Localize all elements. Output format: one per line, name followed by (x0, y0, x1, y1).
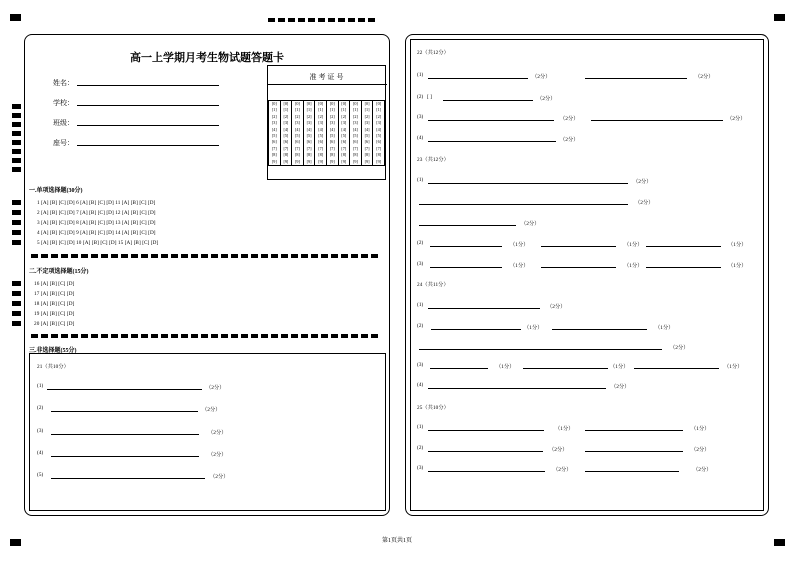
timing-mark (12, 113, 21, 118)
points-label: （2分） (560, 116, 579, 122)
exam-id-digit[interactable]: [7] (295, 145, 300, 151)
exam-id-digit[interactable]: [7] (364, 145, 370, 151)
section1-title: 一.单项选择题(30分) (29, 188, 83, 194)
answer-line[interactable] (419, 204, 628, 205)
answer-line[interactable] (541, 246, 616, 247)
exam-id-digit[interactable]: [3] (329, 120, 335, 126)
exam-id-digit[interactable]: [7] (306, 145, 312, 151)
part-label: (4) (417, 382, 424, 388)
exam-id-column[interactable] (373, 101, 385, 166)
answer-line[interactable] (428, 451, 543, 452)
mc-row[interactable]: 20 [A] [B] [C] [D] (34, 321, 75, 327)
exam-id-digit[interactable]: [2] (306, 113, 312, 119)
mc-row[interactable]: 5 [A] [B] [C] [D] 10 [A] [B] [C] [D] 15 [A] [B] [C] [D] (37, 240, 159, 246)
answer-line[interactable] (428, 78, 528, 79)
exam-id-digit[interactable]: [2] (364, 113, 370, 119)
timing-mark (12, 200, 21, 205)
exam-id-digit[interactable]: [9] (329, 158, 335, 164)
section3-title: 三.非选择题(55分) (29, 348, 77, 354)
corner-mark (10, 14, 21, 21)
exam-id-digit[interactable]: [3] (295, 120, 300, 126)
answer-line[interactable] (430, 267, 502, 268)
part-label: (1) (417, 424, 424, 430)
points-label: （2分） (553, 467, 572, 473)
q24-head: 24（共11分） (417, 282, 449, 288)
q23-head: 23（共12分） (417, 157, 449, 163)
exam-id-title: 准考证号 (309, 73, 346, 81)
points-label: （1分） (510, 263, 529, 269)
q21-box (29, 353, 386, 511)
q25-head: 25（共10分） (417, 405, 449, 411)
exam-id-digit[interactable]: [2] (341, 113, 347, 119)
points-label: （2分） (537, 96, 556, 102)
timing-mark (12, 301, 21, 306)
seat-label: 座号： (53, 139, 74, 147)
part-label: (3) (417, 362, 424, 368)
answer-line[interactable] (585, 471, 679, 472)
exam-id-digit[interactable]: [7] (341, 145, 347, 151)
part-label: (2) (417, 445, 424, 451)
exam-id-digit[interactable]: [8] (271, 152, 277, 158)
part-label: (3) (417, 114, 424, 120)
exam-id-digit[interactable]: [6] (353, 139, 358, 145)
corner-mark (774, 14, 785, 21)
answer-line[interactable] (428, 308, 540, 309)
exam-id-digit[interactable]: [3] (271, 120, 277, 126)
answer-line[interactable] (552, 329, 647, 330)
exam-id-digit[interactable]: [6] (306, 139, 312, 145)
mc-row[interactable]: 16 [A] [B] [C] [D] (34, 281, 75, 287)
exam-id-digit[interactable]: [0] (283, 101, 289, 106)
answer-line[interactable] (591, 120, 723, 121)
answer-line[interactable] (428, 388, 606, 389)
q21-part-label: (5) (37, 472, 44, 478)
part-label: (3) (417, 261, 424, 267)
exam-id-column[interactable] (292, 101, 304, 166)
exam-id-digit[interactable]: [2] (353, 113, 358, 119)
timing-mark (12, 230, 21, 235)
mc-row[interactable]: 18 [A] [B] [C] [D] (34, 301, 75, 307)
exam-id-digit[interactable]: [8] (283, 152, 289, 158)
answer-line[interactable] (585, 78, 687, 79)
answer-line[interactable] (443, 100, 533, 101)
exam-id-digit[interactable]: [5] (353, 133, 358, 139)
answer-line[interactable] (47, 389, 202, 390)
exam-id-digit[interactable]: [3] (306, 120, 312, 126)
exam-id-digit[interactable]: [2] (295, 113, 300, 119)
points-label: （1分） (496, 364, 515, 370)
exam-id-digit[interactable]: [0] (329, 101, 335, 106)
q21-part-label: (2) (37, 405, 44, 411)
exam-id-column[interactable] (338, 101, 350, 166)
exam-id-digit[interactable]: [1] (306, 107, 312, 113)
part-label: (1) (417, 177, 424, 183)
points-label: （1分） (510, 242, 529, 248)
exam-id-digit[interactable]: [5] (376, 133, 382, 139)
exam-id-digit[interactable]: [6] (295, 139, 300, 145)
exam-id-digit[interactable]: [9] (318, 158, 324, 164)
exam-id-digit[interactable]: [5] (295, 133, 300, 139)
exam-id-digit[interactable]: [2] (271, 113, 277, 119)
q21-part-label: (4) (37, 450, 44, 456)
exam-id-digit[interactable]: [9] (376, 158, 382, 164)
part-label: (3) (417, 465, 424, 471)
answer-line[interactable] (51, 478, 205, 479)
exam-id-digit[interactable]: [6] (364, 139, 370, 145)
timing-mark (12, 104, 21, 109)
exam-id-digit[interactable]: [2] (329, 113, 335, 119)
timing-mark (12, 281, 21, 286)
points-label: （2分） (208, 452, 227, 458)
exam-id-digit[interactable]: [3] (364, 120, 370, 126)
timing-mark (12, 131, 21, 136)
mc-row[interactable]: 19 [A] [B] [C] [D] (34, 311, 75, 317)
exam-id-column[interactable] (269, 101, 281, 166)
points-label: （2分） (549, 447, 568, 453)
exam-id-digit[interactable]: [4] (364, 126, 370, 132)
name-field[interactable] (77, 85, 219, 86)
exam-id-digit[interactable]: [7] (318, 145, 324, 151)
answer-line[interactable] (431, 329, 521, 330)
q21-part-label: (3) (37, 428, 44, 434)
exam-id-column[interactable] (350, 101, 362, 166)
answer-line[interactable] (51, 411, 198, 412)
points-label: （1分） (728, 242, 747, 248)
answer-line[interactable] (419, 225, 516, 226)
answer-line[interactable] (428, 120, 554, 121)
exam-id-digit[interactable]: [4] (283, 126, 289, 132)
points-label: （1分） (524, 325, 543, 331)
points-label: （2分） (208, 430, 227, 436)
points-label: （2分） (611, 384, 630, 390)
exam-id-digit[interactable]: [0] (318, 101, 324, 106)
exam-id-digit[interactable]: [1] (271, 107, 277, 113)
timing-mark (12, 167, 21, 172)
exam-id-digit[interactable]: [6] (318, 139, 324, 145)
exam-id-digit[interactable]: [1] (283, 107, 289, 113)
points-label: （2分） (202, 407, 221, 413)
exam-id-digit[interactable]: [9] (295, 158, 300, 164)
divider-bar (31, 334, 378, 338)
answer-line[interactable] (646, 246, 721, 247)
exam-id-digit[interactable]: [9] (341, 158, 347, 164)
exam-id-digit[interactable]: [8] (318, 152, 324, 158)
answer-line[interactable] (430, 246, 502, 247)
exam-id-digit[interactable]: [9] (364, 158, 370, 164)
answer-line[interactable] (646, 267, 721, 268)
answer-line[interactable] (428, 471, 545, 472)
timing-mark (12, 122, 21, 127)
page-title: 高一上学期月考生物试题答题卡 (130, 52, 284, 64)
timing-mark (12, 220, 21, 225)
exam-id-digit[interactable]: [0] (364, 101, 370, 106)
q21-head: 21（共10分） (37, 364, 69, 370)
part-label: (2) (417, 94, 424, 100)
exam-id-digit[interactable]: [0] (306, 101, 312, 106)
points-label: （2分） (727, 116, 746, 122)
answer-line[interactable] (51, 456, 199, 457)
points-label: （1分） (555, 426, 574, 432)
exam-id-digit[interactable]: [8] (341, 152, 347, 158)
points-label: （2分） (693, 467, 712, 473)
answer-line[interactable] (428, 183, 628, 184)
q21-part-label: (1) (37, 383, 44, 389)
answer-line[interactable] (51, 434, 199, 435)
timing-mark (12, 158, 21, 163)
section2-title: 二.不定项选择题(15分) (29, 269, 89, 275)
exam-id-digit[interactable]: [8] (306, 152, 312, 158)
points-label: （1分） (624, 263, 643, 269)
exam-id-digit[interactable]: [5] (341, 133, 347, 139)
exam-id-digit[interactable]: [5] (306, 133, 312, 139)
exam-id-digit[interactable]: [7] (271, 145, 277, 151)
exam-id-digit[interactable]: [8] (295, 152, 300, 158)
exam-id-digit[interactable]: [4] (353, 126, 358, 132)
exam-id-digit[interactable]: [8] (329, 152, 335, 158)
exam-id-grid[interactable] (268, 100, 385, 166)
exam-id-digit[interactable]: [0] (271, 101, 277, 106)
points-label: （2分） (547, 304, 566, 310)
exam-id-column[interactable] (315, 101, 327, 166)
timing-mark (12, 149, 21, 154)
exam-id-digit[interactable]: [1] (341, 107, 347, 113)
exam-id-column[interactable] (280, 101, 292, 166)
seat-field[interactable] (77, 145, 219, 146)
points-label: （2分） (560, 137, 579, 143)
exam-id-digit[interactable]: [5] (329, 133, 335, 139)
points-label: （2分） (695, 74, 714, 80)
q22-head: 22（共12分） (417, 50, 449, 56)
answer-line[interactable] (428, 141, 556, 142)
exam-id-digit[interactable]: [3] (318, 120, 324, 126)
part-label: (1) (417, 72, 424, 78)
page-footer: 第1页共1页 (381, 538, 412, 544)
points-label: （1分） (691, 426, 710, 432)
exam-id-digit[interactable]: [5] (283, 133, 289, 139)
exam-id-digit[interactable]: [3] (283, 120, 289, 126)
mc-row[interactable]: 2 [A] [B] [C] [D] 7 [A] [B] [C] [D] 12 [A] [B] [C] [D] (37, 210, 156, 216)
exam-id-digit[interactable]: [2] (318, 113, 324, 119)
answer-line[interactable] (428, 430, 544, 431)
exam-id-digit[interactable]: [4] (271, 126, 277, 132)
answer-line[interactable] (523, 368, 608, 369)
timing-mark (12, 311, 21, 316)
mc-row[interactable]: 17 [A] [B] [C] [D] (34, 291, 75, 297)
points-label: （2分） (635, 200, 654, 206)
exam-id-digit[interactable]: [6] (341, 139, 347, 145)
points-label: （1分） (724, 364, 743, 370)
class-label: 班级： (53, 119, 74, 127)
right-inner-box (410, 39, 764, 511)
right-panel (405, 34, 769, 516)
exam-id-digit[interactable]: [5] (364, 133, 370, 139)
points-label: （2分） (670, 345, 689, 351)
exam-id-digit[interactable]: [0] (341, 101, 347, 106)
exam-id-digit[interactable]: [1] (318, 107, 324, 113)
timing-mark (12, 240, 21, 245)
timing-mark (12, 140, 21, 145)
exam-id-digit[interactable]: [4] (329, 126, 335, 132)
points-label: （2分） (633, 179, 652, 185)
exam-id-column[interactable] (303, 101, 315, 166)
bracket-field[interactable]: [ ] (427, 94, 433, 100)
exam-id-digit[interactable]: [0] (353, 101, 358, 106)
exam-id-digit[interactable]: [6] (283, 139, 289, 145)
points-label: （2分） (532, 74, 551, 80)
left-panel (24, 34, 390, 516)
exam-id-digit[interactable]: [1] (376, 107, 382, 113)
exam-id-digit[interactable]: [6] (329, 139, 335, 145)
school-field[interactable] (77, 105, 219, 106)
part-label: (2) (417, 240, 424, 246)
timing-mark (12, 210, 21, 215)
part-label: (2) (417, 323, 424, 329)
exam-id-digit[interactable]: [1] (364, 107, 370, 113)
points-label: （2分） (521, 221, 540, 227)
exam-id-digit[interactable]: [9] (353, 158, 358, 164)
exam-id-digit[interactable]: [3] (341, 120, 347, 126)
points-label: （1分） (624, 242, 643, 248)
exam-id-digit[interactable]: [6] (376, 139, 382, 145)
exam-id-digit[interactable]: [7] (353, 145, 358, 151)
divider-bar (31, 254, 378, 258)
exam-id-box (267, 65, 386, 180)
exam-id-digit[interactable]: [2] (376, 113, 382, 119)
exam-id-digit[interactable]: [9] (283, 158, 289, 164)
exam-id-digit[interactable]: [1] (295, 107, 300, 113)
timing-mark (12, 321, 21, 326)
answer-line[interactable] (541, 267, 616, 268)
mc-row[interactable]: 1 [A] [B] [C] [D] 6 [A] [B] [C] [D] 11 [A] [B] [C] [D] (37, 200, 156, 206)
answer-line[interactable] (585, 430, 683, 431)
answer-line[interactable] (430, 368, 488, 369)
exam-id-digit[interactable]: [3] (376, 120, 382, 126)
exam-id-digit[interactable]: [1] (329, 107, 335, 113)
points-label: （2分） (691, 447, 710, 453)
exam-id-column[interactable] (326, 101, 338, 166)
class-field[interactable] (77, 125, 219, 126)
exam-id-digit[interactable]: [4] (318, 126, 324, 132)
part-label: (4) (417, 135, 424, 141)
exam-id-digit[interactable]: [8] (353, 152, 358, 158)
part-label: (1) (417, 302, 424, 308)
exam-id-digit[interactable]: [8] (376, 152, 382, 158)
exam-id-digit[interactable]: [8] (364, 152, 370, 158)
exam-id-digit[interactable]: [4] (295, 126, 300, 132)
exam-id-digit[interactable]: [4] (306, 126, 312, 132)
points-label: （2分） (210, 474, 229, 480)
mc-row[interactable]: 3 [A] [B] [C] [D] 8 [A] [B] [C] [D] 13 [A] [B] [C] [D] (37, 220, 156, 226)
top-timing-bar (268, 18, 375, 22)
exam-id-digit[interactable]: [3] (353, 120, 358, 126)
timing-mark (12, 291, 21, 296)
name-label: 姓名： (53, 79, 74, 87)
exam-id-digit[interactable]: [7] (376, 145, 382, 151)
points-label: （1分） (728, 263, 747, 269)
answer-line[interactable] (585, 451, 683, 452)
answer-line[interactable] (634, 368, 719, 369)
exam-id-digit[interactable]: [2] (283, 113, 289, 119)
exam-id-column[interactable] (361, 101, 373, 166)
exam-id-digit[interactable]: [5] (271, 133, 277, 139)
points-label: （2分） (206, 385, 225, 391)
mc-row[interactable]: 4 [A] [B] [C] [D] 9 [A] [B] [C] [D] 14 [A] [B] [C] [D] (37, 230, 156, 236)
points-label: （1分） (655, 325, 674, 331)
points-label: （1分） (610, 364, 629, 370)
exam-id-digit[interactable]: [4] (341, 126, 347, 132)
school-label: 学校： (53, 99, 74, 107)
exam-id-digit[interactable]: [4] (376, 126, 382, 132)
exam-id-digit[interactable]: [9] (306, 158, 312, 164)
exam-id-digit[interactable]: [0] (295, 101, 300, 106)
exam-id-digit[interactable]: [6] (271, 139, 277, 145)
exam-id-digit[interactable]: [7] (283, 145, 289, 151)
exam-id-digit[interactable]: [0] (376, 101, 382, 106)
exam-id-digit[interactable]: [9] (271, 158, 277, 164)
exam-id-digit[interactable]: [7] (329, 145, 335, 151)
answer-line[interactable] (419, 349, 662, 350)
exam-id-digit[interactable]: [5] (318, 133, 324, 139)
exam-id-digit[interactable]: [1] (353, 107, 358, 113)
